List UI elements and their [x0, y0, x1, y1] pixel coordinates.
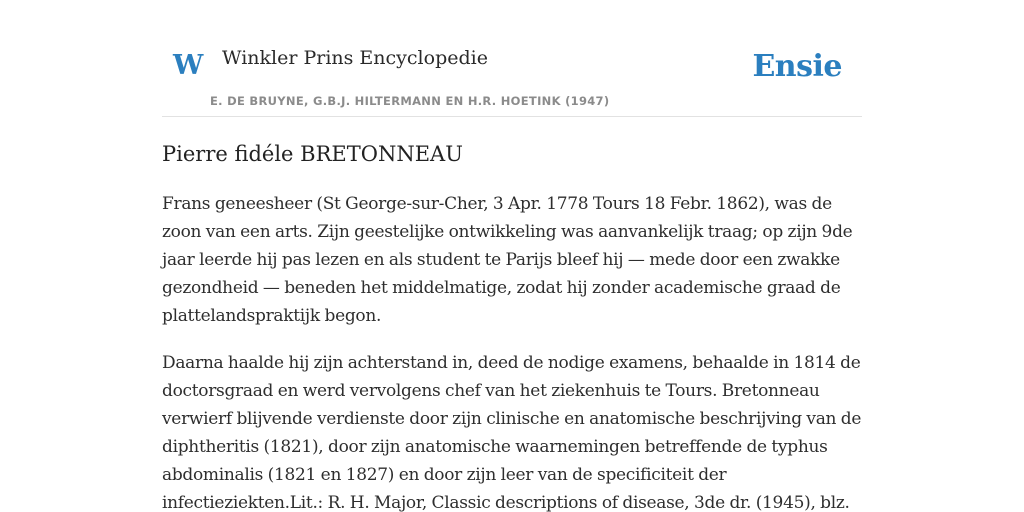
- article-paragraph-1: Frans geneesheer (St George-sur-Cher, 3 Apr. 1778 Tours 18 Febr. 1862), was de zoon van een arts. Zijn geestelijke ontwikkeling was aanvankelijk traag; op zijn 9de jaar leerde hij pas lezen en als student te Parijs bleef hij — mede door een zwakke gezondheid — beneden het middelmatige, zodat hij zonder academische graad de plattelandspraktijk begon.: [162, 194, 853, 326]
- article: [162, 138, 862, 512]
- site-header: [162, 0, 862, 117]
- ensie-logo-link[interactable]: Ensie: [752, 49, 842, 84]
- winkler-prins-logo[interactable]: W: [173, 50, 204, 81]
- article-paragraph-2: Daarna haalde hij zijn achterstand in, deed de nodige examens, behaalde in 1814 de doctorsgraad en werd vervolgens chef van het ziekenhuis te Tours. Bretonneau verwierf blijvende verdienste door zijn clinische en anatomische beschrijving van de diphtheritis (1821), door zijn anatomische waarnemingen betreffende de typhus abdominalis (1821 en 1827) en door zijn leer van de specificiteit der infectieziekten.Lit.: R. H. Major, Classic descriptions of disease, 3de dr. (1945), blz.: [162, 353, 862, 512]
- article-title: Pierre fidéle BRETONNEAU: [162, 142, 463, 166]
- source-title-link[interactable]: Winkler Prins Encyclopedie: [222, 47, 488, 69]
- source-authors: E. DE BRUYNE, G.B.J. HILTERMANN EN H.R. HOETINK (1947): [210, 94, 610, 108]
